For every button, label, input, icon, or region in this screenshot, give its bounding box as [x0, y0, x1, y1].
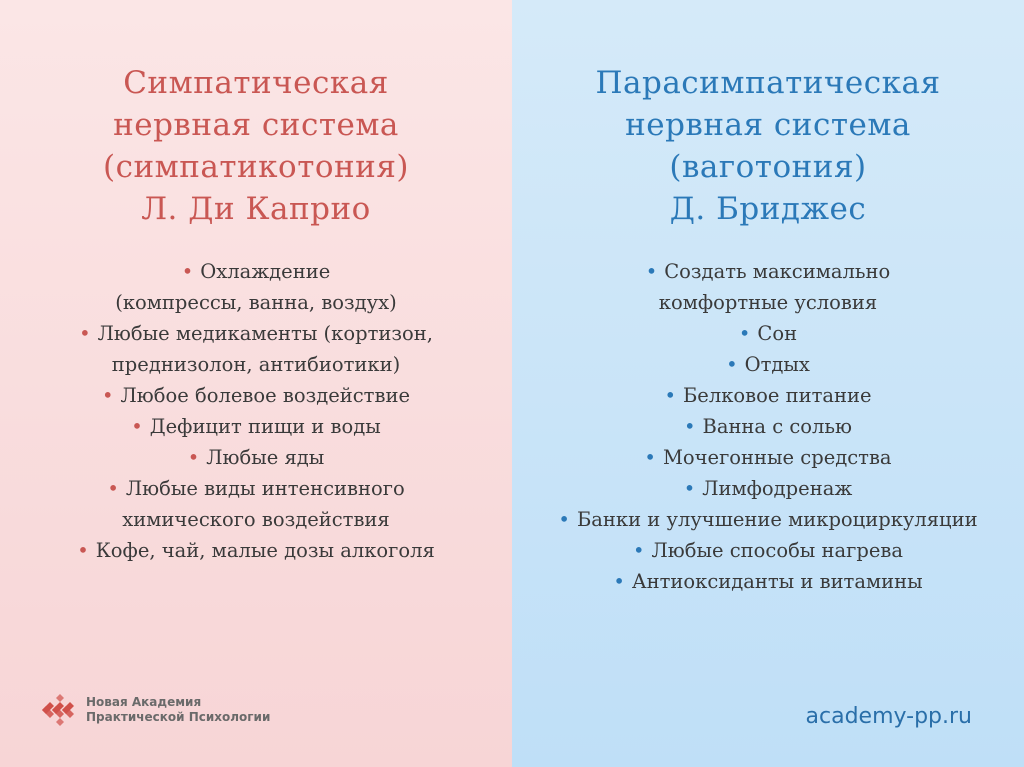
list-item-text: Любые способы нагрева [651, 539, 903, 562]
academy-logo [40, 690, 270, 730]
list-item [512, 380, 1024, 411]
title-line: нервная система [113, 107, 399, 143]
list-item [512, 318, 1024, 349]
bullet-icon: • [738, 322, 751, 345]
list-item [0, 256, 512, 287]
title-line: нервная система [625, 107, 911, 143]
bullet-icon: • [107, 477, 119, 500]
list-item [512, 566, 1024, 597]
academy-logo-text [86, 695, 270, 725]
bullet-icon: • [664, 384, 676, 407]
list-item [0, 411, 512, 442]
list-item [0, 318, 512, 349]
list-item-text: Белковое питание [682, 384, 872, 407]
bullet-icon: • [683, 477, 696, 500]
sympathetic-title [0, 62, 512, 230]
list-item [512, 411, 1024, 442]
website-url[interactable]: academy-pp.ru [805, 704, 972, 729]
logo-line: Новая Академия [86, 695, 202, 709]
bullet-icon: • [645, 260, 658, 283]
list-item [0, 535, 512, 566]
bullet-icon: • [558, 508, 570, 531]
list-item-text: Дефицит пищи и воды [149, 415, 381, 438]
bullet-icon: • [683, 415, 696, 438]
bullet-icon: • [77, 539, 89, 562]
title-line: Л. Ди Каприо [141, 191, 371, 227]
bullet-icon: • [131, 415, 143, 438]
list-item [512, 473, 1024, 504]
parasympathetic-title [512, 62, 1024, 230]
title-line: (ваготония) [669, 149, 867, 185]
bullet-icon: • [726, 353, 738, 376]
list-item [0, 442, 512, 473]
sympathetic-list [0, 256, 512, 566]
list-item [512, 504, 1024, 535]
list-item [0, 287, 512, 318]
list-item-text: комфортные условия [658, 291, 878, 314]
parasympathetic-column [512, 0, 1024, 767]
list-item-text: Лимфодренаж [702, 477, 853, 500]
list-item-text: Охлаждение [200, 260, 331, 283]
list-item-text: Мочегонные средства [662, 446, 892, 469]
title-line: Д. Бриджес [669, 191, 867, 227]
list-item-text: Любые виды интенсивного [125, 477, 405, 500]
list-item-text: химического воздействия [122, 508, 390, 531]
list-item [512, 287, 1024, 318]
academy-logo-icon [40, 690, 80, 730]
bullet-icon: • [79, 322, 91, 345]
list-item [0, 380, 512, 411]
list-item-text: преднизолон, антибиотики) [111, 353, 401, 376]
list-item-text: Любые медикаменты (кортизон, [97, 322, 433, 345]
list-item-text: Сон [757, 322, 798, 345]
bullet-icon: • [102, 384, 114, 407]
list-item-text: Создать максимально [664, 260, 891, 283]
title-line: Симпатическая [123, 65, 389, 101]
list-item-text: Любые яды [206, 446, 325, 469]
parasympathetic-list [512, 256, 1024, 597]
list-item [512, 256, 1024, 287]
list-item [512, 442, 1024, 473]
list-item-text: Банки и улучшение микроциркуляции [576, 508, 978, 531]
bullet-icon: • [181, 260, 194, 283]
bullet-icon: • [613, 570, 625, 593]
list-item-text: Отдых [744, 353, 810, 376]
list-item-text: Любое болевое воздействие [120, 384, 410, 407]
list-item-text: Ванна с солью [702, 415, 853, 438]
list-item [512, 349, 1024, 380]
bullet-icon: • [632, 539, 645, 562]
list-item [0, 349, 512, 380]
bullet-icon: • [644, 446, 656, 469]
logo-line: Практической Психологии [86, 710, 271, 724]
list-item [0, 473, 512, 504]
list-item-text: (компрессы, ванна, воздух) [115, 291, 397, 314]
list-item [0, 504, 512, 535]
list-item-text: Антиоксиданты и витамины [631, 570, 923, 593]
list-item [512, 535, 1024, 566]
title-line: Парасимпатическая [595, 65, 941, 101]
list-item-text: Кофе, чай, малые дозы алкоголя [95, 539, 435, 562]
bullet-icon: • [187, 446, 200, 469]
title-line: (симпатикотония) [102, 149, 409, 185]
